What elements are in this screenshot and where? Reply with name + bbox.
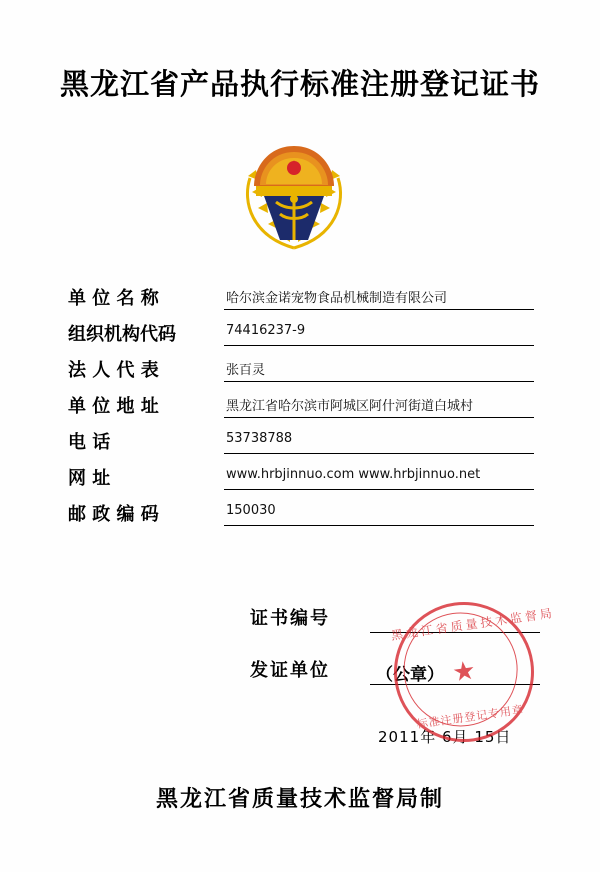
field-row — [68, 282, 534, 318]
field-underline — [224, 345, 534, 346]
field-underline — [224, 525, 534, 526]
page-title: 黑龙江省产品执行标准注册登记证书 — [59, 67, 540, 101]
seal-top-text: 黑龙江省质量技术监督局 — [390, 605, 556, 643]
field-row — [68, 462, 534, 498]
field-value-phone: 53738788 — [226, 431, 293, 446]
field-label-postal-code: 邮 政 编 码 — [68, 504, 159, 525]
field-row — [68, 318, 534, 354]
national-emblem-icon — [234, 140, 354, 255]
field-underline — [224, 453, 534, 454]
issue-date-year: 2011 — [378, 728, 421, 746]
field-value-company-name: 哈尔滨金诺宠物食品机械制造有限公司 — [226, 291, 448, 306]
issue-date-day: 15 — [474, 728, 496, 746]
field-label-phone: 电 话 — [68, 432, 111, 453]
field-value-website: www.hrbjinnuo.com www.hrbjinnuo.net — [226, 467, 481, 482]
field-row — [68, 390, 534, 426]
certificate-number-label: 证书编号 — [250, 608, 330, 629]
footer-issuer: 黑龙江省质量技术监督局制 — [155, 787, 444, 812]
issue-date-day-unit: 日 — [495, 728, 512, 746]
field-value-postal-code: 150030 — [226, 503, 276, 518]
seal-star-icon: ★ — [450, 655, 478, 688]
field-label-company-name: 单 位 名 称 — [68, 288, 159, 309]
issuing-authority-value: （公章） — [376, 665, 444, 685]
issue-date-year-unit: 年 — [420, 728, 437, 746]
issuing-authority-label: 发证单位 — [250, 660, 330, 681]
field-value-legal-representative: 张百灵 — [226, 363, 266, 378]
field-label-website: 网 址 — [68, 468, 111, 489]
field-underline — [224, 381, 534, 382]
field-label-org-code: 组织机构代码 — [68, 324, 176, 345]
fields-list — [68, 282, 534, 534]
field-row — [68, 498, 534, 534]
issue-date-month-unit: 月 — [452, 728, 469, 746]
field-underline — [224, 309, 534, 310]
field-value-org-code: 74416237-9 — [226, 323, 306, 338]
field-row — [68, 354, 534, 390]
field-label-legal-representative: 法 人 代 表 — [68, 360, 159, 381]
field-row — [68, 426, 534, 462]
field-underline — [224, 417, 534, 418]
field-label-address: 单 位 地 址 — [68, 396, 159, 417]
field-underline — [224, 489, 534, 490]
issue-date-month: 6 — [441, 728, 453, 746]
field-value-address: 黑龙江省哈尔滨市阿城区阿什河街道白城村 — [226, 399, 474, 414]
seal-bottom-text: 标准注册登记专用章 — [415, 703, 525, 732]
